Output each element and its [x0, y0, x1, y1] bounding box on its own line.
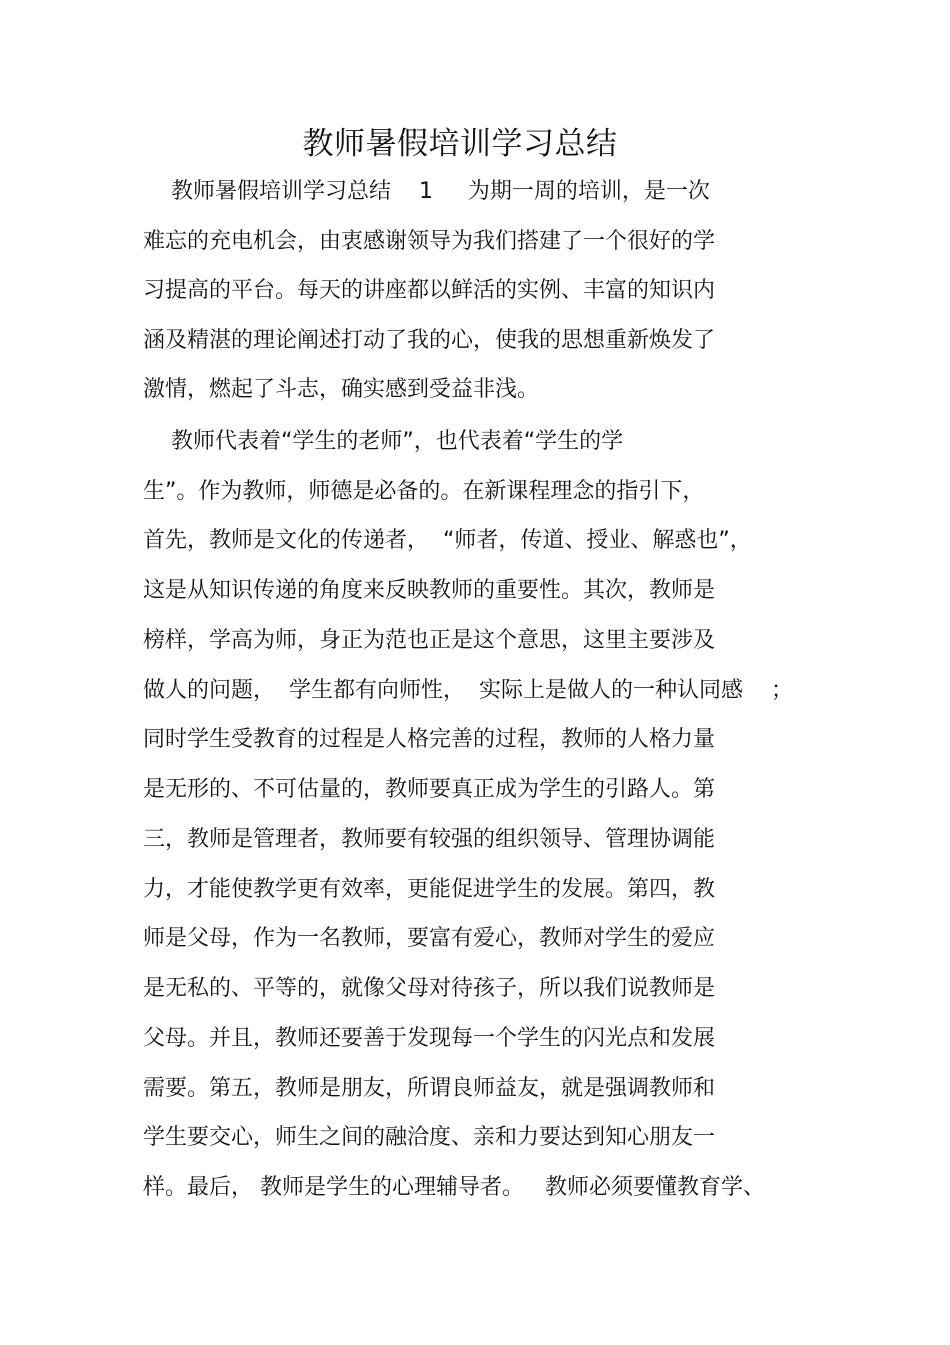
- text-line: 涵及精湛的理论阐述打动了我的心，使我的思想重新焕发了: [143, 328, 716, 353]
- text-line: 同时学生受教育的过程是人格完善的过程，教师的人格力量: [143, 727, 716, 752]
- text-line: 三，教师是管理者，教师要有较强的组织领导、管理协调能: [143, 827, 716, 852]
- text-line: 样。最后， 教师是学生的心理辅导者。 教师必须要懂教育学、: [143, 1175, 765, 1200]
- text-line: 这是从知识传递的角度来反映教师的重要性。其次，教师是: [143, 578, 716, 603]
- text-line: 榜样，学高为师，身正为范也正是这个意思，这里主要涉及: [143, 628, 716, 653]
- text-line: 是无形的、不可估量的，教师要真正成为学生的引路人。第: [143, 777, 716, 802]
- text-line: 习提高的平台。每天的讲座都以鲜活的实例、丰富的知识内: [143, 278, 716, 303]
- text-line: 首先，教师是文化的传递者， “师者，传道、授业、解惑也”，: [143, 528, 752, 553]
- text-line: 学生要交心，师生之间的融洽度、亲和力要达到知心朋友一: [143, 1125, 716, 1150]
- text-line: 师是父母，作为一名教师，要富有爱心，教师对学生的爱应: [143, 926, 716, 951]
- text-line: 激情，燃起了斗志，确实感到受益非浅。: [143, 377, 540, 402]
- text-line: 生”。作为教师，师德是必备的。在新课程理念的指引下，: [143, 479, 705, 504]
- text-line: 难忘的充电机会，由衷感谢领导为我们搭建了一个很好的学: [143, 229, 716, 254]
- text-line: 教师代表着“学生的老师”，也代表着“学生的学: [143, 429, 624, 454]
- text-line: 教师暑假培训学习总结 1 为期一周的培训，是一次: [143, 179, 710, 204]
- text-line: 做人的问题， 学生都有向师性， 实际上是做人的一种认同感 ；: [143, 678, 793, 703]
- text-line: 是无私的、平等的，就像父母对待孩子，所以我们说教师是: [143, 976, 716, 1001]
- text-line: 需要。第五，教师是朋友，所谓良师益友，就是强调教师和: [143, 1076, 716, 1101]
- text-line: 力，才能使教学更有效率，更能促进学生的发展。第四，教: [143, 877, 716, 902]
- text-line: 父母。并且，教师还要善于发现每一个学生的闪光点和发展: [143, 1026, 716, 1051]
- document-title: 教师暑假培训学习总结: [302, 126, 618, 162]
